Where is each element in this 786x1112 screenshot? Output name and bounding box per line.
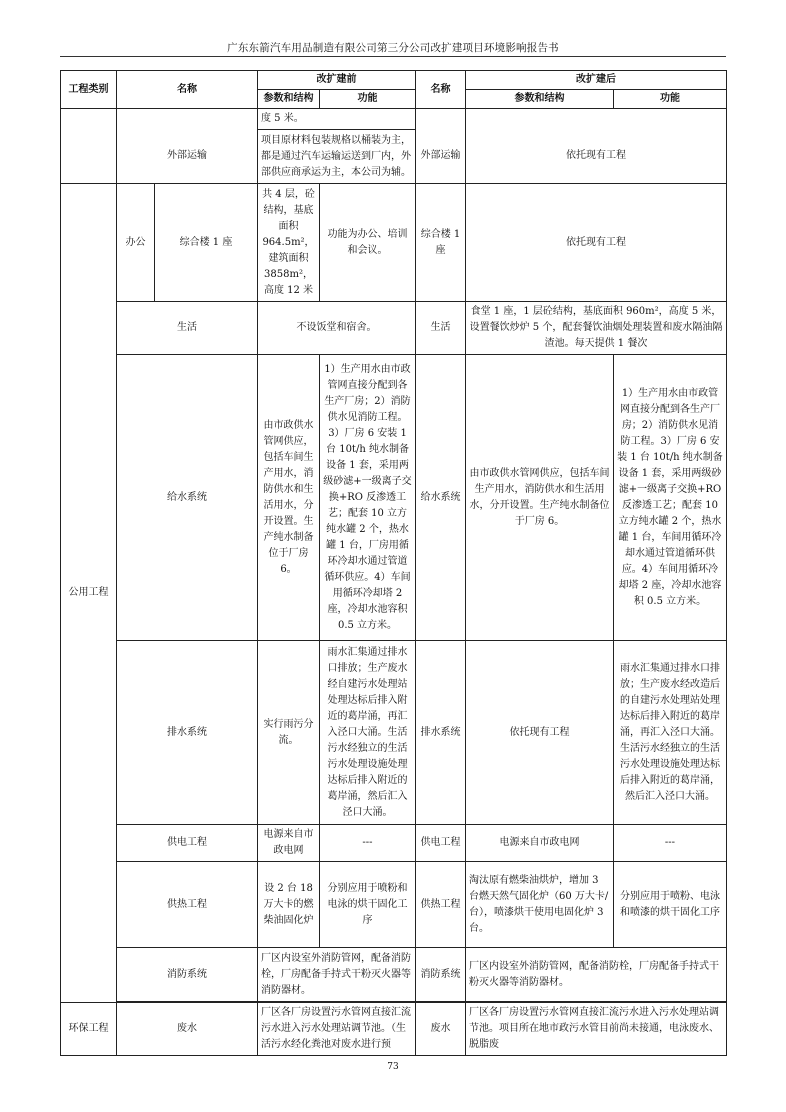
item-after: 厂区内设室外消防管网，配备消防栓，厂房配备手持式干粉灭火器等消防器材。 <box>466 948 727 1002</box>
item-before-params: 设 2 台 18 万大卡的燃柴油固化炉 <box>258 862 320 948</box>
header-params-after: 参数和结构 <box>466 90 614 109</box>
item-before: 厂区各厂房设置污水管网直接汇流污水进入污水处理站调节池。（生活污水经化粪池对废水进行预 <box>258 1003 416 1056</box>
item-after-name: 生活 <box>416 302 466 355</box>
table-row <box>61 825 727 862</box>
category-cell-empty <box>61 130 117 184</box>
item-name: 供热工程 <box>117 862 258 948</box>
item-after: 厂区各厂房设置污水管网直接汇流污水进入污水处理站调节池。项目所在地市政污水管目前尚未接通，电泳废水、脱脂废 <box>466 1003 727 1056</box>
item-before-params: 共 4 层，砼结构，基底面积 964.5m²，建筑面积 3858m²，高度 12 米 <box>258 184 320 302</box>
item-after: 食堂 1 座，1 层砼结构，基底面积 960m²，高度 5 米，设置餐饮炒炉 5 个，配套餐饮油烟处理装置和废水隔油隔渣池。每天提供 1 餐次 <box>466 302 727 355</box>
header-function-before: 功能 <box>320 90 416 109</box>
table-row <box>61 302 727 355</box>
item-before-function: 分别应用于喷粉和电泳的烘干固化工序 <box>320 862 416 948</box>
item-after-function: 雨水汇集通过排水口排放；生产废水经改造后的自建污水处理站处理达标后排入附近的葛岸涌，再汇入泾口大涌。生活污水经独立的生活污水处理设施处理达标后排入附近的葛岸涌，然后汇入泾口大涌。 <box>614 641 727 825</box>
item-name: 生活 <box>117 302 258 355</box>
header-function-after: 功能 <box>614 90 727 109</box>
category-public: 公用工程 <box>61 184 117 1003</box>
item-name: 排水系统 <box>117 641 258 825</box>
item-after-name: 供热工程 <box>416 862 466 948</box>
item-after-params: 依托现有工程 <box>466 641 614 825</box>
item-name: 给水系统 <box>117 355 258 641</box>
item-name: 消防系统 <box>117 948 258 1002</box>
item-before-function: 雨水汇集通过排水口排放；生产废水经自建污水处理站处理达标后排入附近的葛岸涌，再汇入泾口大涌。生活污水经独立的生活污水处理设施处理达标后排入附近的葛岸涌，然后汇入泾口大涌。 <box>320 641 416 825</box>
item-before: 项目原材料包装规格以桶装为主，都是通过汽车运输运送到厂内，外部供应商承运为主，本公司为辅。 <box>258 130 416 184</box>
after-name-empty <box>416 109 466 130</box>
item-after-function: --- <box>614 825 727 862</box>
item-before-function: 功能为办公、培训和会议。 <box>320 184 416 302</box>
table-row <box>61 130 727 184</box>
header-name-before: 名称 <box>117 71 258 109</box>
item-before-params: 由市政供水管网供应，包括车间生产用水，消防供水和生活用水，分开设置。生产纯水制备位于厂房 6。 <box>258 355 320 641</box>
table-row <box>61 862 727 948</box>
header-name-after: 名称 <box>416 71 466 109</box>
after-empty <box>466 109 727 130</box>
item-before-params: 电源来自市政电网 <box>258 825 320 862</box>
item-name: 外部运输 <box>117 130 258 184</box>
item-name: 综合楼 1 座 <box>155 184 258 302</box>
item-after-params: 电源来自市政电网 <box>466 825 614 862</box>
item-before-function: --- <box>320 825 416 862</box>
item-after-params: 淘汰原有燃柴油烘炉，增加 3 台燃天然气固化炉（60 万大卡/台），喷漆烘干使用电固化炉 3 台。 <box>466 862 614 948</box>
item-after-function: 1）生产用水由市政管网直接分配到各生产厂房；2）消防供水见消防工程。3）厂房 6 安装 1 台 10t/h 纯水制备设备 1 套，采用两级砂滤+一级离子交换+RO 反渗透工艺；配套 10 立方纯水罐 2 个，热水罐 1 台，车间用循环冷却水通过管道循环供应。4）车间用循环冷却塔 2 座，冷却水池容积 0.5 立方米。 <box>614 355 727 641</box>
table-row <box>61 355 727 641</box>
item-after-name: 外部运输 <box>416 130 466 184</box>
item-after-params: 由市政供水管网供应，包括车间生产用水，消防供水和生活用水，分开设置。生产纯水制备位于厂房 6。 <box>466 355 614 641</box>
item-after-name: 废水 <box>416 1003 466 1056</box>
table-row <box>61 184 727 302</box>
item-after-function: 分别应用于喷粉、电泳和喷漆的烘干固化工序 <box>614 862 727 948</box>
category-env: 环保工程 <box>61 1003 117 1056</box>
item-after-name: 排水系统 <box>416 641 466 825</box>
continued-text: 度 5 米。 <box>258 109 416 130</box>
page-number: 73 <box>387 1062 399 1072</box>
item-after-name: 消防系统 <box>416 948 466 1002</box>
table-row <box>61 1003 727 1056</box>
table-row <box>61 948 727 1002</box>
item-before: 厂区内设室外消防管网，配备消防栓，厂房配备手持式干粉灭火器等消防器材。 <box>258 948 416 1002</box>
header-rule <box>60 56 726 57</box>
name-cell-empty <box>117 109 258 130</box>
item-subcategory: 办公 <box>117 184 155 302</box>
item-after-name: 综合楼 1 座 <box>416 184 466 302</box>
item-before: 不设饭堂和宿舍。 <box>258 302 416 355</box>
item-name: 供电工程 <box>117 825 258 862</box>
item-before-params: 实行雨污分流。 <box>258 641 320 825</box>
item-after-name: 供电工程 <box>416 825 466 862</box>
header-params-before: 参数和结构 <box>258 90 320 109</box>
header-before: 改扩建前 <box>258 71 416 90</box>
table-row <box>61 641 727 825</box>
item-after: 依托现有工程 <box>466 184 727 302</box>
item-before-function: 1）生产用水由市政管网直接分配到各生产厂房；2）消防供水见消防工程。3）厂房 6 安装 1 台 10t/h 纯水制备设备 1 套，采用两级砂滤+一级离子交换+RO 反渗透工艺；配套 10 立方纯水罐 2 个，热水罐 1 台，厂房用循环冷却水通过管道循环供应。4）车间用循环冷却塔 2 座，冷却水池容积 0.5 立方米。 <box>320 355 416 641</box>
page-header: 广东东箭汽车用品制造有限公司第三分公司改扩建项目环境影响报告书 <box>227 42 559 54</box>
table-row <box>61 109 727 130</box>
header-category: 工程类别 <box>61 71 117 109</box>
header-after: 改扩建后 <box>466 71 727 90</box>
project-composition-table <box>60 70 727 1056</box>
item-name: 废水 <box>117 1003 258 1056</box>
item-after: 依托现有工程 <box>466 130 727 184</box>
item-after-name: 给水系统 <box>416 355 466 641</box>
table-header-row <box>61 71 727 90</box>
category-cell-empty <box>61 109 117 130</box>
